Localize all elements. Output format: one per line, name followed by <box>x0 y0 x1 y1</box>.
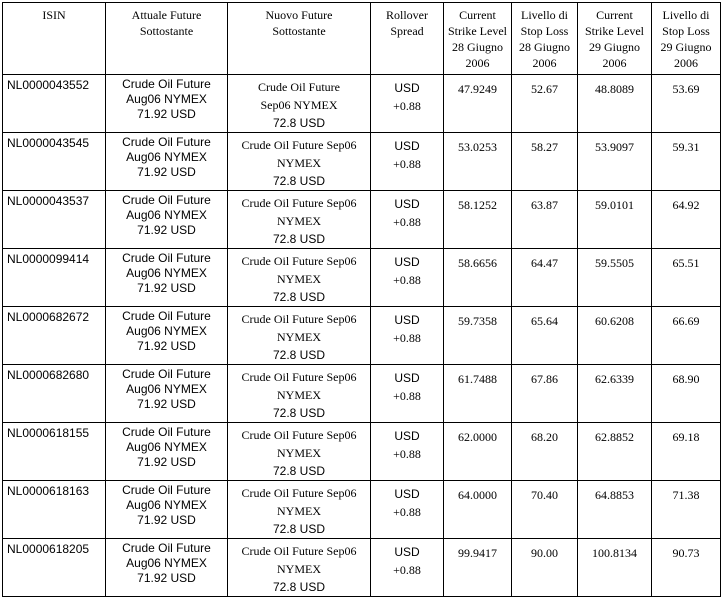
new-underlying-cell: Crude Oil Future Sep06 NYMEX 72.8 USD <box>228 539 371 597</box>
strike-28-cell: 47.9249 <box>444 75 512 133</box>
stop-28-cell: 90.00 <box>512 539 578 597</box>
rollover-spread-cell: USD +0.88 <box>371 423 444 481</box>
strike-28-cell: 64.0000 <box>444 481 512 539</box>
stop-29-cell: 66.69 <box>652 307 721 365</box>
current-underlying-cell: Crude Oil Future Aug06 NYMEX 71.92 USD <box>106 249 228 307</box>
strike-28-cell: 58.6656 <box>444 249 512 307</box>
strike-29-cell: 62.6339 <box>578 365 652 423</box>
stop-28-cell: 52.67 <box>512 75 578 133</box>
stop-29-cell: 64.92 <box>652 191 721 249</box>
header-current-underlying: Attuale Future Sottostante <box>106 3 228 75</box>
strike-29-cell: 64.8853 <box>578 481 652 539</box>
strike-29-cell: 100.8134 <box>578 539 652 597</box>
strike-29-cell: 59.0101 <box>578 191 652 249</box>
header-stop-28: Livello di Stop Loss 28 Giugno 2006 <box>512 3 578 75</box>
stop-28-cell: 68.20 <box>512 423 578 481</box>
current-underlying-cell: Crude Oil Future Aug06 NYMEX 71.92 USD <box>106 481 228 539</box>
strike-28-cell: 53.0253 <box>444 133 512 191</box>
strike-29-cell: 48.8089 <box>578 75 652 133</box>
stop-29-cell: 59.31 <box>652 133 721 191</box>
current-underlying-cell: Crude Oil Future Aug06 NYMEX 71.92 USD <box>106 539 228 597</box>
table-row <box>3 133 721 191</box>
strike-28-cell: 58.1252 <box>444 191 512 249</box>
table-row <box>3 365 721 423</box>
rollover-spread-cell: USD +0.88 <box>371 365 444 423</box>
stop-29-cell: 68.90 <box>652 365 721 423</box>
table-row <box>3 423 721 481</box>
header-rollover-spread: Rollover Spread <box>371 3 444 75</box>
stop-29-cell: 65.51 <box>652 249 721 307</box>
new-underlying-cell: Crude Oil Future Sep06 NYMEX 72.8 USD <box>228 307 371 365</box>
strike-28-cell: 61.7488 <box>444 365 512 423</box>
current-underlying-cell: Crude Oil Future Aug06 NYMEX 71.92 USD <box>106 133 228 191</box>
strike-28-cell: 62.0000 <box>444 423 512 481</box>
table-row <box>3 75 721 133</box>
rollover-table <box>2 2 721 597</box>
isin-cell: NL0000099414 <box>3 249 106 307</box>
rollover-spread-cell: USD +0.88 <box>371 307 444 365</box>
strike-28-cell: 99.9417 <box>444 539 512 597</box>
new-underlying-cell: Crude Oil Future Sep06 NYMEX 72.8 USD <box>228 191 371 249</box>
current-underlying-cell: Crude Oil Future Aug06 NYMEX 71.92 USD <box>106 75 228 133</box>
stop-29-cell: 71.38 <box>652 481 721 539</box>
header-stop-29: Livello di Stop Loss 29 Giugno 2006 <box>652 3 721 75</box>
header-strike-29: Current Strike Level 29 Giugno 2006 <box>578 3 652 75</box>
stop-28-cell: 67.86 <box>512 365 578 423</box>
new-underlying-cell: Crude Oil Future Sep06 NYMEX 72.8 USD <box>228 423 371 481</box>
stop-29-cell: 69.18 <box>652 423 721 481</box>
table-row <box>3 249 721 307</box>
new-underlying-cell: Crude Oil Future Sep06 NYMEX 72.8 USD <box>228 133 371 191</box>
strike-29-cell: 53.9097 <box>578 133 652 191</box>
table-row <box>3 539 721 597</box>
header-row <box>3 3 721 75</box>
isin-cell: NL0000618163 <box>3 481 106 539</box>
strike-29-cell: 59.5505 <box>578 249 652 307</box>
isin-cell: NL0000043552 <box>3 75 106 133</box>
rollover-spread-cell: USD +0.88 <box>371 191 444 249</box>
rollover-spread-cell: USD +0.88 <box>371 75 444 133</box>
current-underlying-cell: Crude Oil Future Aug06 NYMEX 71.92 USD <box>106 423 228 481</box>
new-underlying-cell: Crude Oil Future Sep06 NYMEX 72.8 USD <box>228 249 371 307</box>
isin-cell: NL0000043537 <box>3 191 106 249</box>
rollover-spread-cell: USD +0.88 <box>371 133 444 191</box>
current-underlying-cell: Crude Oil Future Aug06 NYMEX 71.92 USD <box>106 365 228 423</box>
rollover-spread-cell: USD +0.88 <box>371 539 444 597</box>
isin-cell: NL0000618155 <box>3 423 106 481</box>
isin-cell: NL0000618205 <box>3 539 106 597</box>
stop-29-cell: 53.69 <box>652 75 721 133</box>
stop-29-cell: 90.73 <box>652 539 721 597</box>
table-row <box>3 307 721 365</box>
new-underlying-cell: Crude Oil Future Sep06 NYMEX 72.8 USD <box>228 75 371 133</box>
strike-28-cell: 59.7358 <box>444 307 512 365</box>
current-underlying-cell: Crude Oil Future Aug06 NYMEX 71.92 USD <box>106 307 228 365</box>
isin-cell: NL0000043545 <box>3 133 106 191</box>
rollover-spread-cell: USD +0.88 <box>371 481 444 539</box>
isin-cell: NL0000682680 <box>3 365 106 423</box>
stop-28-cell: 58.27 <box>512 133 578 191</box>
stop-28-cell: 65.64 <box>512 307 578 365</box>
strike-29-cell: 62.8852 <box>578 423 652 481</box>
rollover-spread-cell: USD +0.88 <box>371 249 444 307</box>
new-underlying-cell: Crude Oil Future Sep06 NYMEX 72.8 USD <box>228 365 371 423</box>
header-new-underlying: Nuovo Future Sottostante <box>228 3 371 75</box>
current-underlying-cell: Crude Oil Future Aug06 NYMEX 71.92 USD <box>106 191 228 249</box>
table-row <box>3 191 721 249</box>
header-strike-28: Current Strike Level 28 Giugno 2006 <box>444 3 512 75</box>
isin-cell: NL0000682672 <box>3 307 106 365</box>
strike-29-cell: 60.6208 <box>578 307 652 365</box>
stop-28-cell: 63.87 <box>512 191 578 249</box>
header-isin: ISIN <box>3 3 106 75</box>
stop-28-cell: 64.47 <box>512 249 578 307</box>
stop-28-cell: 70.40 <box>512 481 578 539</box>
new-underlying-cell: Crude Oil Future Sep06 NYMEX 72.8 USD <box>228 481 371 539</box>
table-row <box>3 481 721 539</box>
